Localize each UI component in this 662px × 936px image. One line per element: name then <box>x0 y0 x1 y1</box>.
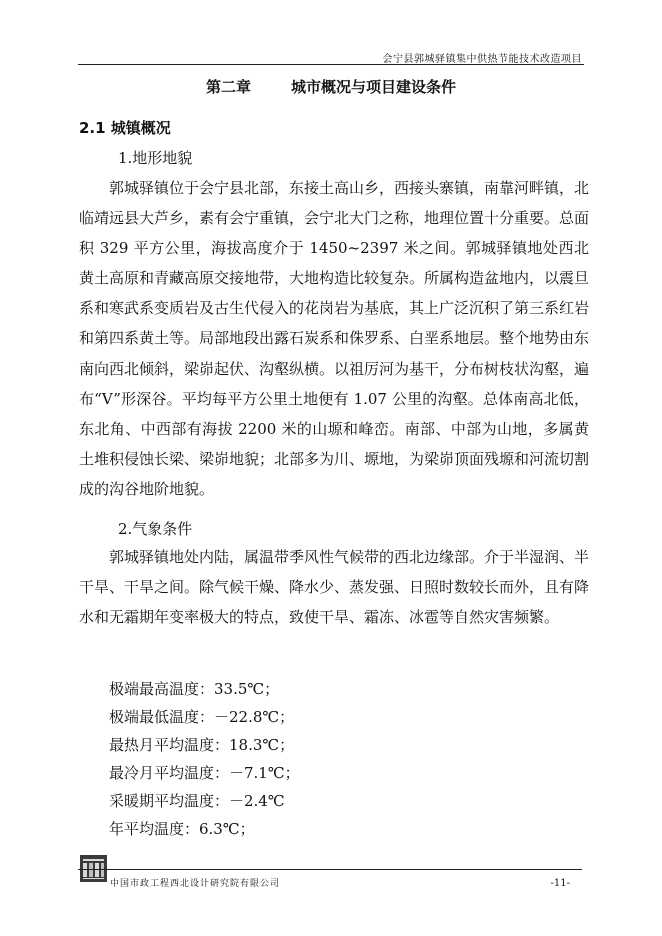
climate-paragraph: 郭城驿镇地处内陆，属温带季风性气候带的西北边缘部。介于半湿润、半干旱、干旱之间。除气候干燥、降水少、蒸发强、日照时数较长而外，且有降水和无霜期年变率极大的特点，致使干旱、霜冻、冰雹等自然灾害频繁。 <box>79 548 590 627</box>
stat-coldest-month-avg: 最冷月平均温度：－7.1℃； <box>109 764 300 782</box>
footer-organization: 中国市政工程西北设计研究院有限公司 <box>110 879 281 889</box>
footer-divider <box>78 869 582 870</box>
chapter-name: 城市概况与项目建设条件 <box>291 78 457 96</box>
stat-annual-avg: 年平均温度：6.3℃； <box>109 820 255 838</box>
chapter-title <box>0 76 662 97</box>
topography-paragraph: 郭城驿镇位于会宁县北部，东接土高山乡，西接头寨镇，南靠河畔镇，北临靖远县大芦乡，素有会宁重镇，会宁北大门之称，地理位置十分重要。总面积 329 平方公里，海拔高度介于 1450~2397 米之间。郭城驿镇地处西北黄土高原和青藏高原交接地带，大地构造比较复杂。所属构造盆地内，以震旦系和寒武系变质岩及古生代侵入的花岗岩为基底，其上广泛沉积了第三系红岩和第四系黄土等。局部地段出露石炭系和侏罗系、白垩系地层。整个地势由东南向西北倾斜，梁峁起伏、沟壑纵横。以祖厉河为基干，分布树枝状沟壑，遍布“V”形深谷。平均每平方公里土地便有 1.07 公里的沟壑。总体南高北低，东北角、中西部有海拔 2200 米的山塬和峰峦。南部、中部为山地，多属黄土堆积侵蚀长梁、梁峁地貌；北部多为川、塬地，为梁峁顶面残塬和河流切割成的沟谷地阶地貌。 <box>79 179 590 498</box>
chapter-number: 第二章 <box>205 78 251 96</box>
running-header-title: 会宁县郭城驿镇集中供热节能技术改造项目 <box>382 54 582 65</box>
page-number: -11- <box>550 878 570 889</box>
stat-extreme-min: 极端最低温度：－22.8℃； <box>109 708 295 726</box>
stat-hottest-month-avg: 最热月平均温度：18.3℃； <box>109 736 295 754</box>
header-divider <box>78 64 584 65</box>
topography-heading: 1.地形地貌 <box>118 149 193 167</box>
stat-extreme-max: 极端最高温度：33.5℃； <box>109 680 280 698</box>
section-title: 2.1 城镇概况 <box>79 119 171 137</box>
stat-heating-period-avg: 采暖期平均温度：－2.4℃ <box>109 792 285 810</box>
climate-heading: 2.气象条件 <box>118 520 193 538</box>
